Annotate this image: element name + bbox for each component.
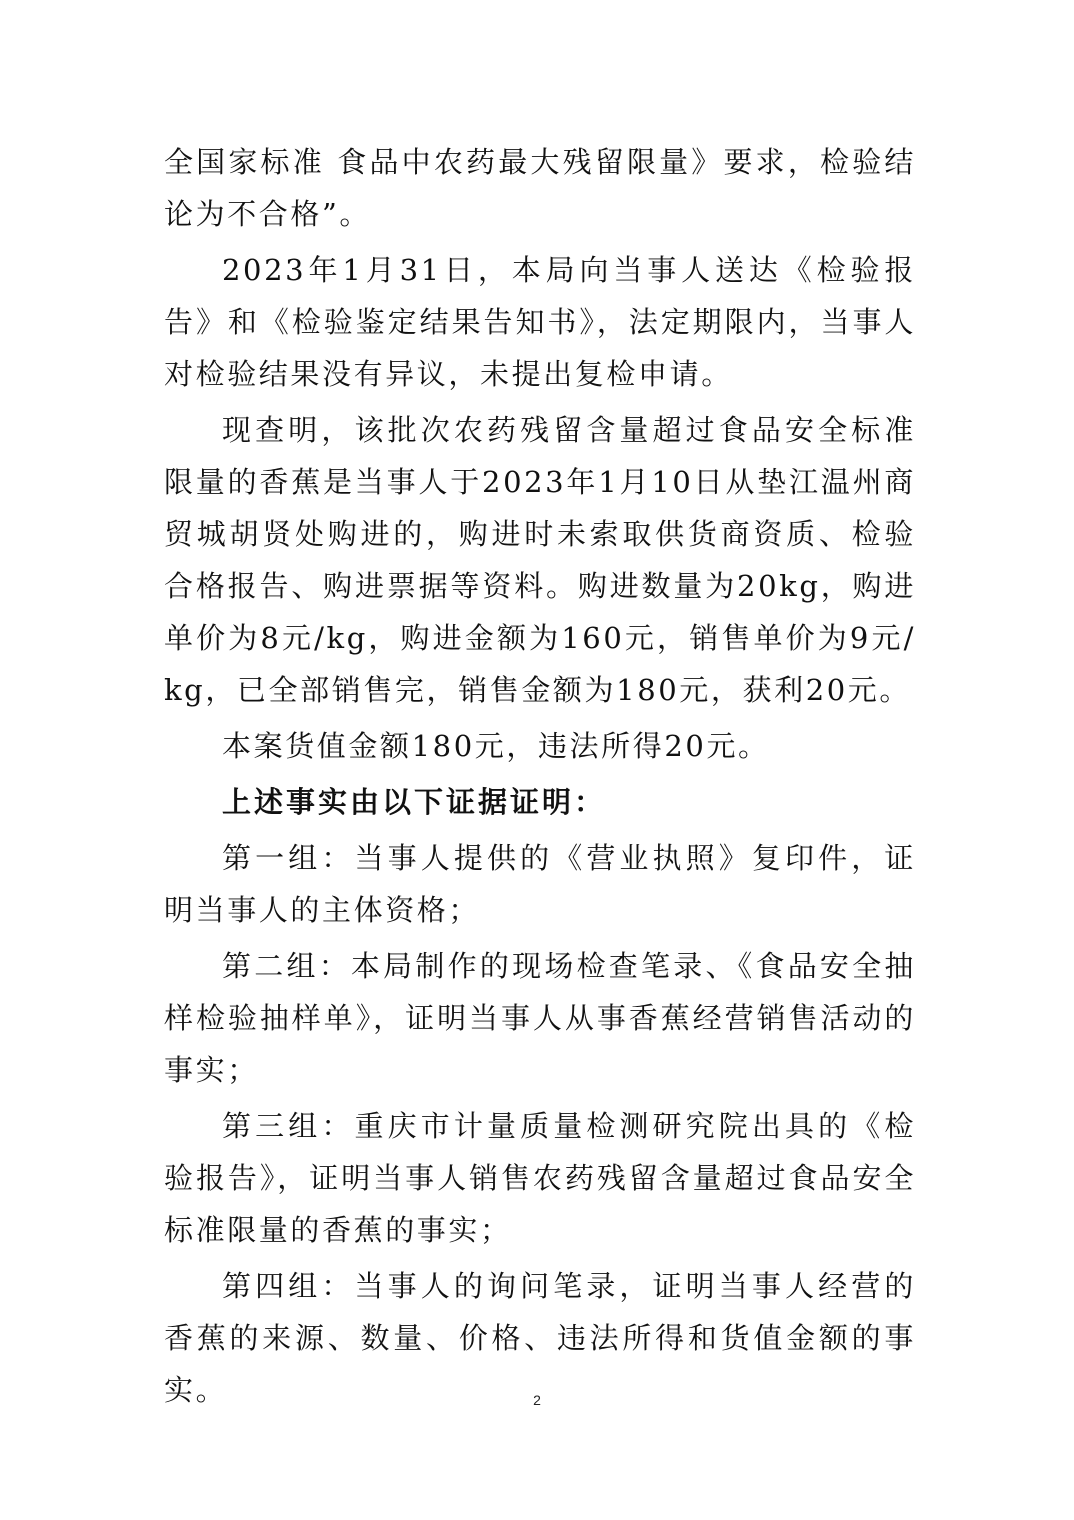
evidence-group-3: 第三组：重庆市计量质量检测研究院出具的《检验报告》，证明当事人销售农药残留含量超过食品安全标准限量的香蕉的事实；: [164, 1109, 916, 1247]
page-number: 2: [533, 1392, 541, 1408]
paragraph-continuation: 全国家标准 食品中农药最大残留限量》要求，检验结论为不合格”。: [164, 145, 916, 231]
evidence-heading: 上述事实由以下证据证明：: [222, 785, 607, 819]
paragraph-report-delivery: 2023年1月31日，本局向当事人送达《检验报告》和《检验鉴定结果告知书》，法定期限内，当事人对检验结果没有异议，未提出复检申请。: [164, 253, 916, 391]
body-text: [164, 136, 916, 1416]
evidence-group-1: 第一组：当事人提供的《营业执照》复印件，证明当事人的主体资格；: [164, 841, 916, 927]
evidence-group-2: 第二组：本局制作的现场检查笔录、《食品安全抽样检验抽样单》，证明当事人从事香蕉经营销售活动的事实；: [164, 949, 916, 1087]
evidence-group-4: 第四组：当事人的询问笔录，证明当事人经营的香蕉的来源、数量、价格、违法所得和货值金额的事实。: [164, 1269, 916, 1407]
paragraph-amounts: 本案货值金额180元，违法所得20元。: [222, 729, 770, 763]
paragraph-findings: 现查明，该批次农药残留含量超过食品安全标准限量的香蕉是当事人于2023年1月10日从垫江温州商贸城胡贤处购进的，购进时未索取供货商资质、检验合格报告、购进票据等资料。购进数量为20kg，购进单价为8元/kg，购进金额为160元，销售单价为9元/kg，已全部销售完，销售金额为180元，获利20元。: [164, 413, 916, 707]
